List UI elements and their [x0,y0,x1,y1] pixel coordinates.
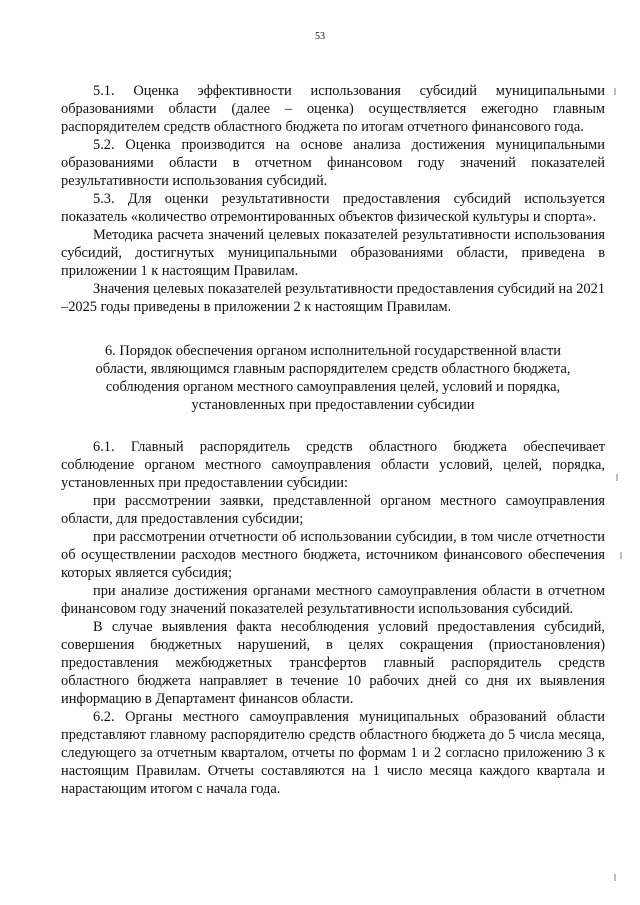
scan-mark [614,88,616,95]
paragraph-6-1: 6.1. Главный распорядитель средств областного бюджета обеспечивает соблюдение органом местного самоуправления области условий, целей, порядка, установленных при предоставлении субсидии: [61,439,605,491]
document-body [61,82,605,798]
scan-mark [616,474,618,481]
paragraph-violation-procedure: В случае выявления факта несоблюдения условий предоставления субсидий, совершения бюджетных нарушений, в целях сокращения (приостановления) предоставления межбюджетных трансфертов главный распорядитель средств областного бюджета направляет в течение 10 рабочих дней со дня их выявления информацию в Департамент финансов области. [61,619,605,707]
paragraph-5-3: 5.3. Для оценки результативности предоставления субсидий используется показатель «количество отремонтированных объектов физической культуры и спорта». [61,191,605,225]
paragraph-results-analysis: при анализе достижения органами местного самоуправления области в отчетном финансовом году значений показателей результативности использования субсидий. [61,583,605,617]
section-6-heading [61,342,605,414]
paragraph-report-review: при рассмотрении отчетности об использовании субсидии, в том числе отчетности об осуществлении расходов местного бюджета, источником финансового обеспечения которых является субсидия; [61,529,605,581]
paragraph-application-review: при рассмотрении заявки, представленной органом местного самоуправления области, для предоставления субсидии; [61,493,605,527]
paragraph-5-2: 5.2. Оценка производится на основе анализа достижения муниципальными образованиями области в отчетном финансовом году значений показателей результативности использования субсидий. [61,137,605,189]
paragraph-6-2: 6.2. Органы местного самоуправления муниципальных образований области представляют главному распорядителю средств областного бюджета до 5 числа месяца, следующего за отчетным кварталом, отчеты по формам 1 и 2 согласно приложению 3 к настоящим Правилам. Отчеты составляются на 1 число месяца каждого квартала и нарастающим итогом с начала года. [61,709,605,797]
paragraph-target-values: Значения целевых показателей результативности предоставления субсидий на 2021 –2025 годы приведены в приложении 2 к настоящим Правилам. [61,281,605,315]
section-heading-line-1: 6. Порядок обеспечения органом исполнительной государственной власти [104,343,562,359]
paragraph-5-1: 5.1. Оценка эффективности использования субсидий муниципальными образованиями области (далее – оценка) осуществляется ежегодно главным распорядителем средств областного бюджета по итогам отчетного финансового года. [61,83,605,135]
page-number: 53 [315,31,325,42]
section-heading-line-3: соблюдения органом местного самоуправления целей, условий и порядка, [105,379,561,395]
scan-mark [620,552,622,559]
scan-mark [614,874,616,881]
section-heading-line-2: области, являющимся главным распорядителем средств областного бюджета, [95,361,571,377]
section-heading-line-4: установленных при предоставлении субсидии [191,397,475,413]
paragraph-methodology: Методика расчета значений целевых показателей результативности использования субсидий, достигнутых муниципальными образованиями области, приведена в приложении 1 к настоящим Правилам. [61,227,605,279]
